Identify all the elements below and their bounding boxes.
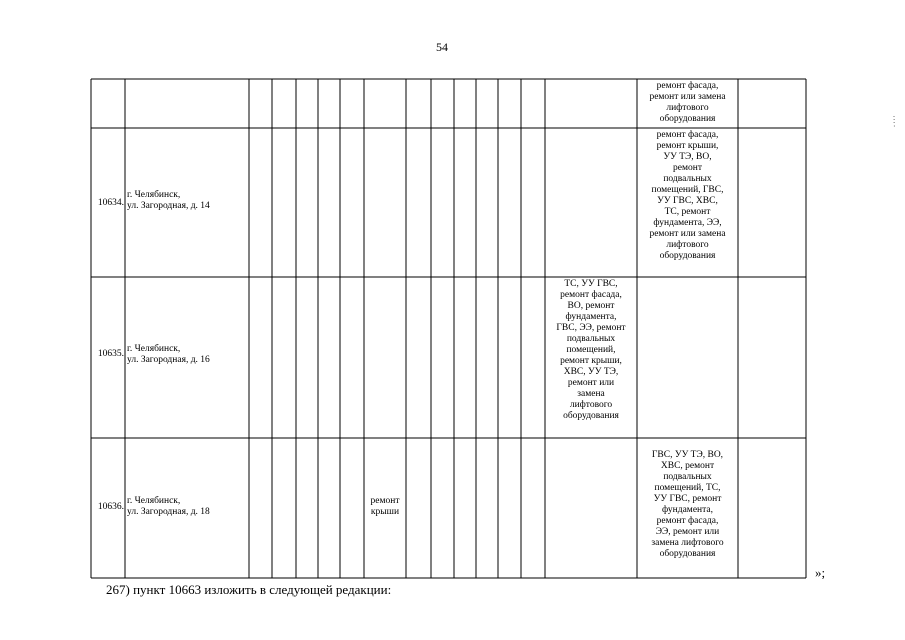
- page-number: 54: [436, 40, 448, 54]
- row2-number: 10635.: [97, 349, 124, 359]
- row3-address: г. Челябинск, ул. Загородная, д. 18: [127, 496, 210, 517]
- row2-works-b: ТС, УУ ГВС, ремонт фасада, ВО, ремонт фундамента, ГВС, ЭЭ, ремонт подвальных помещений, ремонт крыши, ХВС, УУ ТЭ, ремонт или замена лифтового оборудования: [556, 279, 626, 421]
- row3-number: 10636.: [97, 502, 124, 512]
- row3-works-c: ГВС, УУ ТЭ, ВО, ХВС, ремонт подвальных помещений, ТС, УУ ГВС, ремонт фундамента, ремонт фасада, ЭЭ, ремонт или замена лифтового оборудования: [651, 450, 724, 559]
- row1-works-c: ремонт фасада, ремонт крыши, УУ ТЭ, ВО, ремонт подвальных помещений, ГВС, УУ ГВС, ХВС, ТС, ремонт фундамента, ЭЭ, ремонт или замена лифтового оборудования: [649, 130, 726, 261]
- row0-works-c: ремонт фасада, ремонт или замена лифтового оборудования: [649, 81, 726, 124]
- row2-address: г. Челябинск, ул. Загородная, д. 16: [127, 344, 210, 365]
- margin-marks: . : ·: [893, 110, 896, 131]
- row1-number: 10634.: [97, 198, 124, 208]
- amendment-text: 267) пункт 10663 изложить в следующей редакции:: [106, 582, 392, 597]
- row1-address: г. Челябинск, ул. Загородная, д. 14: [127, 190, 210, 211]
- closing-quote: »;: [815, 565, 826, 580]
- row3-works-a: ремонт крыши: [370, 496, 400, 517]
